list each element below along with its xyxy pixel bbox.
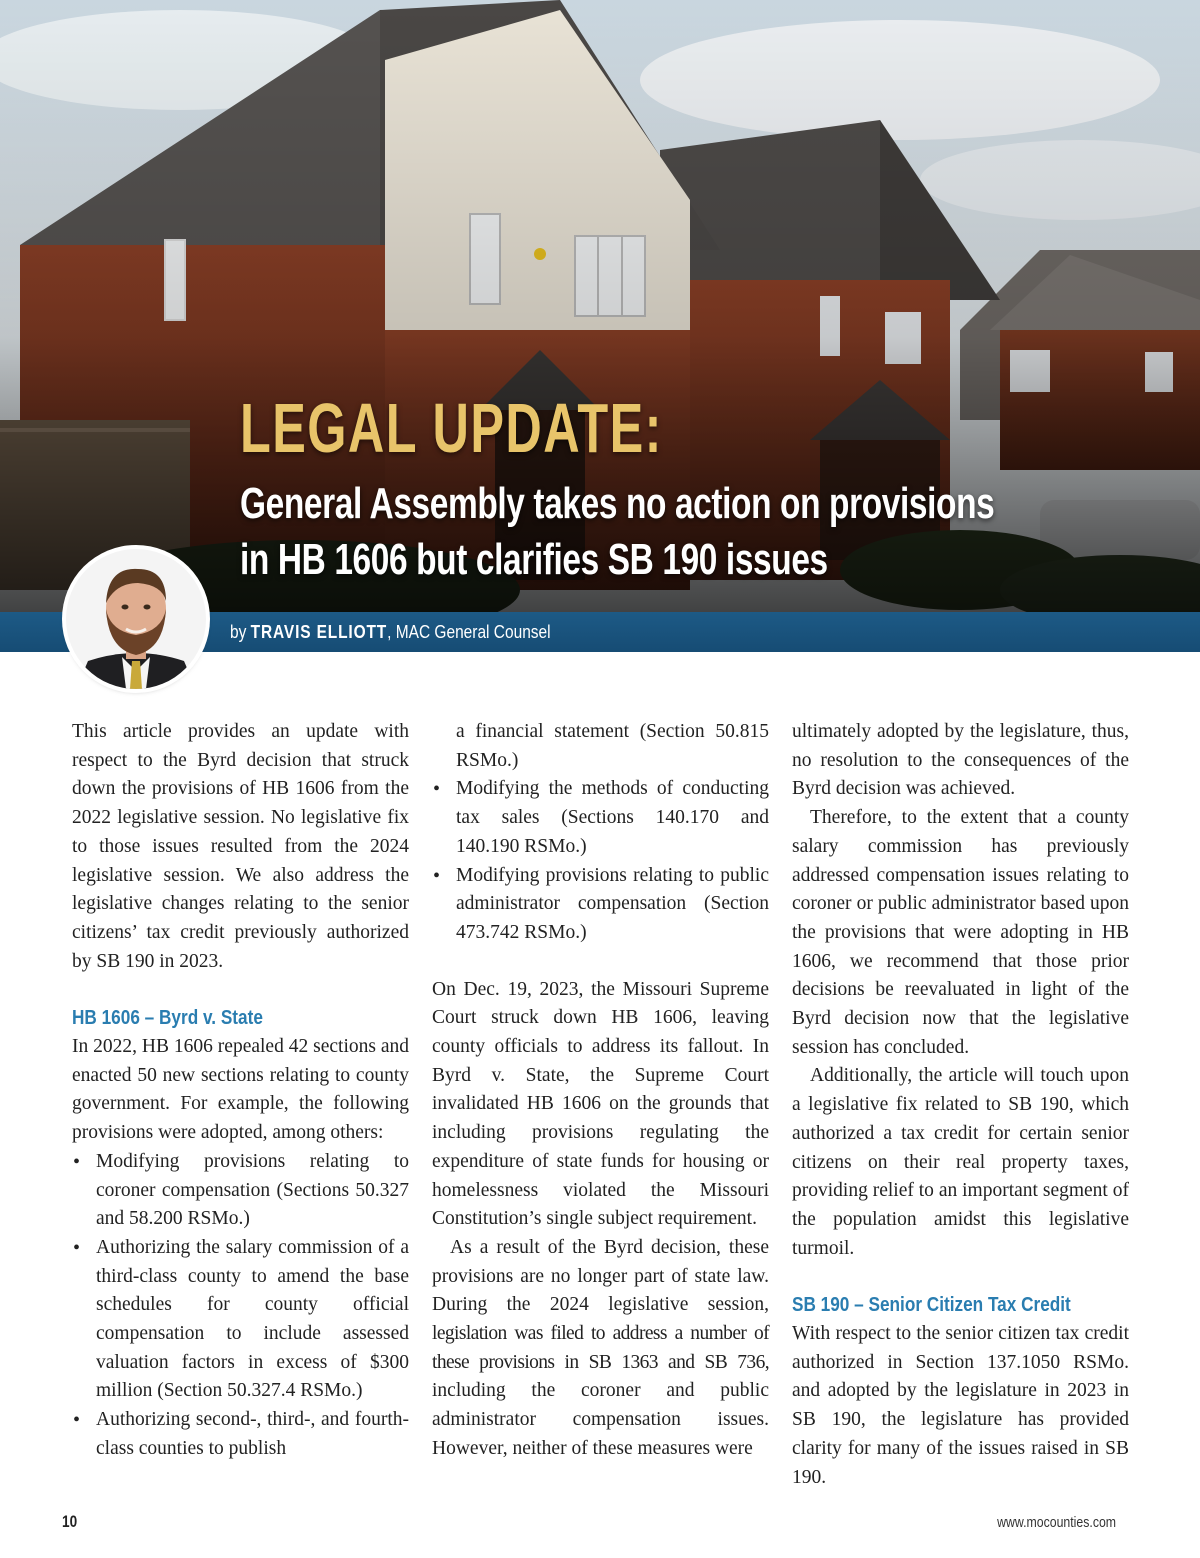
hb1606-paragraph-5: Additionally, the article will touch upon a legislative fix related to SB 190, which authorized a tax credit for certain senior citizens on their real property taxes, providing relief to an important segment of the population amidst this legislative turmoil.: [792, 1065, 1129, 1259]
provisions-list-2: [432, 775, 769, 947]
hero-banner: [0, 0, 1200, 612]
section-heading-sb190: SB 190 – Senior Citizen Tax Credit: [792, 1294, 1071, 1317]
provisions-list-continued: [432, 718, 769, 775]
list-item: • Modifying the methods of conducting tax sales (Sections 140.170 and 140.190 RSMo.): [432, 775, 769, 861]
subtitle-line-1: General Assembly takes no action on provisions: [240, 479, 995, 528]
paragraph-3-part-c: including the coroner and public administrator compensation issues. However, neither of these measures were: [432, 1380, 769, 1459]
author-portrait: [66, 549, 206, 689]
paragraph-3-part-a: As a result of the Byrd decision, these provisions are no longer part of state law. During the 2024 legislative session,: [432, 1236, 769, 1316]
sb190-paragraph-1: With respect to the senior citizen tax credit authorized in Section 137.1050 RSMo. and adopted by the legislature in 2023 in SB 190, the legislature has provided clarity for many of the issues raised in SB 190.: [792, 1323, 1129, 1488]
byline-prefix: by: [230, 622, 247, 642]
hb1606-paragraph-3: [432, 1234, 769, 1464]
article-column-2: [432, 718, 769, 1464]
footer-url: www.mocounties.com: [997, 1514, 1116, 1531]
list-item: • Authorizing the salary commission of a third-class county to amend the base schedules for county official compensation to include assessed valuation factors in excess of $300 million (Section 50.327.4 RSMo.): [72, 1234, 409, 1406]
subtitle-line-2: in HB 1606 but clarifies SB 190 issues: [240, 535, 828, 584]
hb1606-paragraph-2: On Dec. 19, 2023, the Missouri Supreme Court struck down HB 1606, leaving county officials to address its fallout. In Byrd v. State, the Supreme Court invalidated HB 1606 on the grounds that including provisions regulating the expenditure of state funds for housing or homelessness violated the Missouri Constitution’s single subject requirement.: [432, 978, 769, 1230]
byline: [230, 622, 551, 643]
provisions-list: [72, 1148, 409, 1464]
page-subtitle: [240, 476, 994, 588]
article-column-3: [792, 718, 1129, 1492]
list-item: • Modifying provisions relating to coroner compensation (Sections 50.327 and 58.200 RSMo.): [72, 1148, 409, 1234]
page-title: LEGAL UPDATE:: [240, 389, 663, 467]
hb1606-paragraph-4: Therefore, to the extent that a county salary commission has previously addressed compensation issues relating to coroner or public administrator based upon the provisions that were adopting in HB 1606, we recommend that those prior decisions be reevaluated in light of the Byrd decision now that the legislative session has concluded.: [792, 807, 1129, 1058]
byline-author: TRAVIS ELLIOTT: [250, 622, 388, 642]
list-item: • Modifying provisions relating to public administrator compensation (Section 473.742 RSMo.): [432, 862, 769, 948]
byline-role: , MAC General Counsel: [387, 622, 551, 642]
list-item: a financial statement (Section 50.815 RSMo.): [456, 721, 769, 771]
hb1606-paragraph-1: In 2022, HB 1606 repealed 42 sections and enacted 50 new sections relating to county government. For example, the following provisions were adopted, among others:: [72, 1036, 409, 1144]
section-heading-hb1606: HB 1606 – Byrd v. State: [72, 1007, 263, 1030]
author-avatar: [66, 549, 206, 689]
intro-paragraph: This article provides an update with respect to the Byrd decision that struck down the provisions of HB 1606 from the 2022 legislative session. No legislative fix to those issues resulted from the 2024 legislative session. We also address the legislative changes relating to the senior citizens’ tax credit previously authorized by SB 190 in 2023.: [72, 721, 409, 972]
article-column-1: [72, 718, 409, 1464]
hb1606-paragraph-3-continued: ultimately adopted by the legislature, thus, no resolution to the consequences of the Byrd decision was achieved.: [792, 721, 1129, 800]
page-number: 10: [62, 1512, 78, 1531]
list-item: • Authorizing second-, third-, and fourth-class counties to publish: [72, 1406, 409, 1463]
paragraph-3-part-b: legislation was filed to address a number of these provisions in SB 1363 and SB 736,: [432, 1323, 769, 1373]
